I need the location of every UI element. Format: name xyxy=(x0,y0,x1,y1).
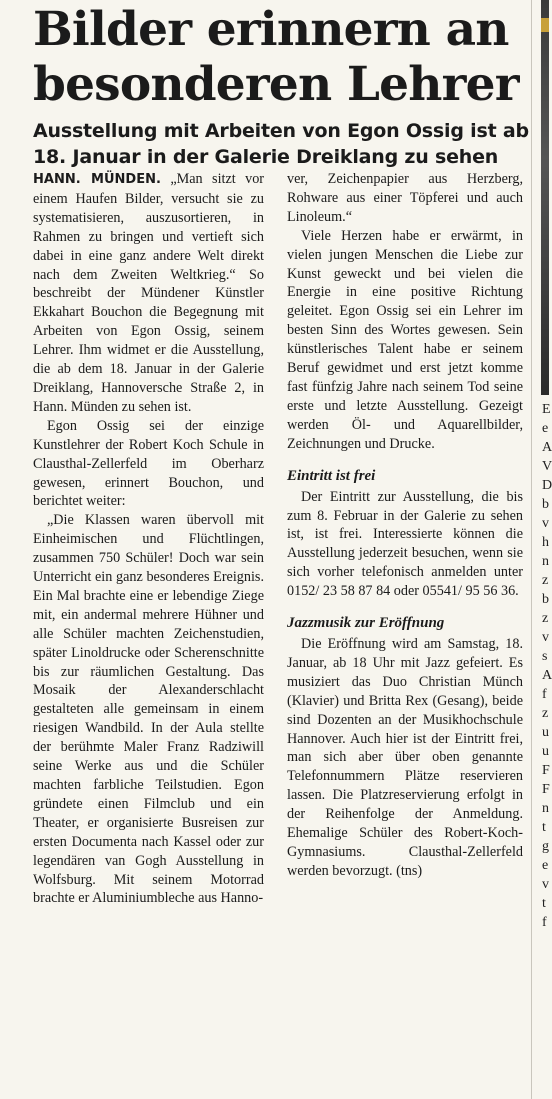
article-column-1 xyxy=(33,170,264,908)
paragraph-5: Viele Herzen habe er erwärmt, in vielen jungen Menschen die Liebe zur Kunst geweckt und bei vielen die Energie in eine positive Richtung geleitet. Egon Ossig sei ein Lehrer im besten Sinn des Wortes gewesen. Sein künstlerisches Talent habe er seinem Beruf gewidmet und erst jetzt komme fast fünfzig Jahre nach seinem Tod seine erste und letzte Ausstellung. Gezeigt werden Öl- und Aquarellbilder, Zeichnungen und Drucke. xyxy=(287,227,523,452)
column-divider xyxy=(531,0,532,1099)
adjacent-fragment-letter: n xyxy=(542,801,549,816)
adjacent-article-fragment xyxy=(542,400,552,932)
dateline: HANN. MÜNDEN. xyxy=(33,172,161,187)
paragraph-1-text: „Man sitzt vor einem Haufen Bilder, versucht sie zu systematisieren, auszusortieren, in Rahmen zu bringen und vertieft sich dabei in eine ganz andere Welt direkt nach dem Zweiten Weltkrieg.“ So beschreibt der Mündener Künstler Ekkahart Bouchon die Begegnung mit Arbeiten von Egon Ossig, seinem Lehrer. Ihm widmet er die Ausstellung, die ab dem 18. Januar in der Galerie Dreiklang, Hannoversche Straße 2, in Hann. Münden zu sehen ist. xyxy=(33,171,265,415)
paragraph-4: ver, Zeichenpapier aus Herzberg, Rohware aus einer Töpferei und auch Linoleum.“ xyxy=(287,171,523,225)
adjacent-fragment-letter: n xyxy=(542,554,549,569)
paragraph-6: Der Eintritt zur Ausstellung, die bis zum 8. Februar in der Galerie zu sehen ist, ist frei. Interessierte können die Ausstellung jederzeit besuchen, wenn sie sich vorher telefonisch anmelden unter 0152/ 23 58 87 84 oder 05541/ 95 56 36. xyxy=(287,488,523,600)
paragraph-2: Egon Ossig sei der einzige Kunstlehrer der Robert Koch Schule in Clausthal-Zellerfeld im Oberharz gewesen, erinnert Bouchon, und berichtet weiter: xyxy=(33,417,264,510)
adjacent-fragment-letter: b xyxy=(542,592,549,607)
adjacent-fragment-letter: t xyxy=(542,820,546,835)
adjacent-fragment-letter: f xyxy=(542,687,547,702)
adjacent-fragment-letter: b xyxy=(542,497,549,512)
adjacent-fragment-letter: D xyxy=(542,478,552,493)
adjacent-fragment-letter: e xyxy=(542,858,549,873)
paragraph-3: „Die Klassen waren übervoll mit Einheimischen und Flüchtlingen, zusammen 750 Schüler! Doch war sein Unterricht ein ganz besonderes Ereignis. Ein Mal brachte eine er lebendige Ziege mit, ein andermal mehrere Hühner und alle Schüler machten Zeichenstudien, später Linoldrucke oder Scherenschnitte bis zur räumlichen Gestaltung. Das Mosaik der Alexanderschlacht gestalteten alle gemeinsam in einem riesigen Wandbild. In der Aula stellte der berühmte Maler Franz Radziwill seine Werke aus und die Schüler machten farbliche Teilstudien. Egon gründete einen Filmclub und ein Theater, er organisierte Busreisen zur ersten Documenta nach Kassel oder zur legendären van Gogh Ausstellung in Wolfsburg. Mit seinem Motorrad brachte er Aluminiumbleche aus Hanno- xyxy=(33,512,264,907)
adjacent-fragment-letter: F xyxy=(542,763,550,778)
adjacent-fragment-letter: h xyxy=(542,535,549,550)
paragraph-1 xyxy=(33,170,264,417)
adjacent-fragment-letter: V xyxy=(542,459,552,474)
adjacent-fragment-letter: z xyxy=(542,706,549,721)
adjacent-photo-edge xyxy=(541,0,549,395)
adjacent-fragment-letter: v xyxy=(542,516,549,531)
adjacent-fragment-letter: u xyxy=(542,744,549,759)
adjacent-fragment-letter: s xyxy=(542,649,548,664)
article-column-2 xyxy=(287,170,523,881)
adjacent-fragment-letter: v xyxy=(542,877,549,892)
adjacent-fragment-letter: v xyxy=(542,630,549,645)
subheading-eintritt: Eintritt ist frei xyxy=(287,467,376,484)
adjacent-fragment-letter: E xyxy=(542,402,551,417)
adjacent-fragment-letter: z xyxy=(542,573,549,588)
adjacent-fragment-letter: u xyxy=(542,725,549,740)
adjacent-fragment-letter: A xyxy=(542,668,552,683)
adjacent-fragment-letter: g xyxy=(542,839,549,854)
adjacent-fragment-letter: z xyxy=(542,611,549,626)
subheading-jazz: Jazzmusik zur Eröffnung xyxy=(287,615,445,632)
adjacent-fragment-letter: e xyxy=(542,421,549,436)
adjacent-fragment-letter: f xyxy=(542,915,547,930)
adjacent-fragment-letter: t xyxy=(542,896,546,911)
paragraph-7: Die Eröffnung wird am Samstag, 18. Januar, ab 18 Uhr mit Jazz gefeiert. Es musiziert das Duo Christian Münch (Klavier) und Britta Rex (Gesang), beide sind Dozenten an der Musikhochschule Hannover. Auch hier ist der Eintritt frei, man sich aber über oben genannte Telefonnummern Plätze reservieren lassen. Die Platzreservierung erfolgt in der Reihenfolge der Anmeldung. Ehemalige Schüler des Robert-Koch-Gymnasiums. Clausthal-Zellerfeld werden bevorzugt. (tns) xyxy=(287,636,523,879)
article-subheadline: Ausstellung mit Arbeiten von Egon Ossig ist ab 18. Januar in der Galerie Dreiklang zu sehen xyxy=(33,120,529,168)
adjacent-fragment-letter: A xyxy=(542,440,552,455)
adjacent-fragment-letter: F xyxy=(542,782,550,797)
article-headline: Bilder erinnern an besonderen Lehrer xyxy=(33,2,519,112)
